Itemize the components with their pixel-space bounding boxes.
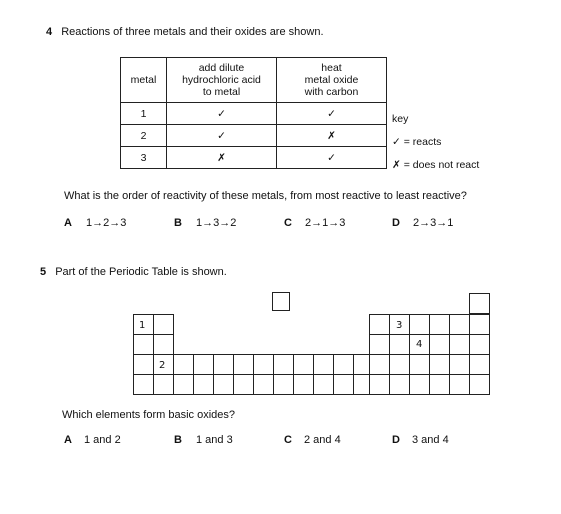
cell <box>370 335 390 355</box>
cell <box>410 315 430 335</box>
cell <box>390 335 410 355</box>
cell <box>154 315 174 335</box>
element-label-3: 3 <box>396 320 403 331</box>
cell <box>430 315 450 335</box>
cell <box>430 335 450 355</box>
question-stem: Part of the Periodic Table is shown. <box>55 266 227 278</box>
option-text: 1→3→2 <box>196 217 237 229</box>
metal-cell: 1 <box>121 103 167 125</box>
cell <box>154 335 174 355</box>
option-letter[interactable]: C <box>284 217 292 229</box>
option-letter[interactable]: B <box>174 217 182 229</box>
element-label-1: 1 <box>139 320 146 331</box>
cell <box>470 335 490 355</box>
option-text: 1→2→3 <box>86 217 127 229</box>
option-text: 2 and 4 <box>304 434 341 446</box>
question-5-prompt: Which elements form basic oxides? <box>62 409 236 421</box>
option-text: 2→1→3 <box>305 217 346 229</box>
metal-cell: 2 <box>121 125 167 147</box>
hydrogen-box <box>273 293 290 311</box>
cell <box>470 315 490 335</box>
question-number: 4 <box>46 26 53 38</box>
header-acid: add dilute hydrochloric acid to metal <box>167 58 277 103</box>
acid-cell: ✓ <box>167 103 277 125</box>
option-letter[interactable]: A <box>64 434 72 446</box>
cell <box>370 315 390 335</box>
option-text: 1 and 3 <box>196 434 233 446</box>
question-4-prompt: What is the order of reactivity of these metals, from most reactive to least reactive? <box>64 190 467 202</box>
cell <box>134 335 154 355</box>
group-0-top-cell <box>470 294 490 314</box>
option-text: 2→3→1 <box>413 217 454 229</box>
heat-cell: ✗ <box>277 125 387 147</box>
option-letter[interactable]: C <box>284 434 292 446</box>
element-label-4: 4 <box>416 339 423 350</box>
acid-cell: ✗ <box>167 147 277 169</box>
heat-cell: ✓ <box>277 103 387 125</box>
option-letter[interactable]: D <box>392 434 400 446</box>
question-stem: Reactions of three metals and their oxides are shown. <box>61 26 324 38</box>
option-letter[interactable]: B <box>174 434 182 446</box>
heat-cell: ✓ <box>277 147 387 169</box>
option-letter[interactable]: A <box>64 217 72 229</box>
metal-cell: 3 <box>121 147 167 169</box>
key-title: key <box>392 113 409 125</box>
option-letter[interactable]: D <box>392 217 400 229</box>
key-reacts: ✓ = reacts <box>392 136 442 148</box>
cell <box>450 315 470 335</box>
header-metal: metal <box>121 58 167 103</box>
option-text: 3 and 4 <box>412 434 449 446</box>
cell <box>450 335 470 355</box>
element-label-2: 2 <box>159 360 166 371</box>
option-text: 1 and 2 <box>84 434 121 446</box>
header-heat: heat metal oxide with carbon <box>277 58 387 103</box>
key-not-react: ✗ = does not react <box>392 159 480 171</box>
acid-cell: ✓ <box>167 125 277 147</box>
question-number: 5 <box>40 266 47 278</box>
